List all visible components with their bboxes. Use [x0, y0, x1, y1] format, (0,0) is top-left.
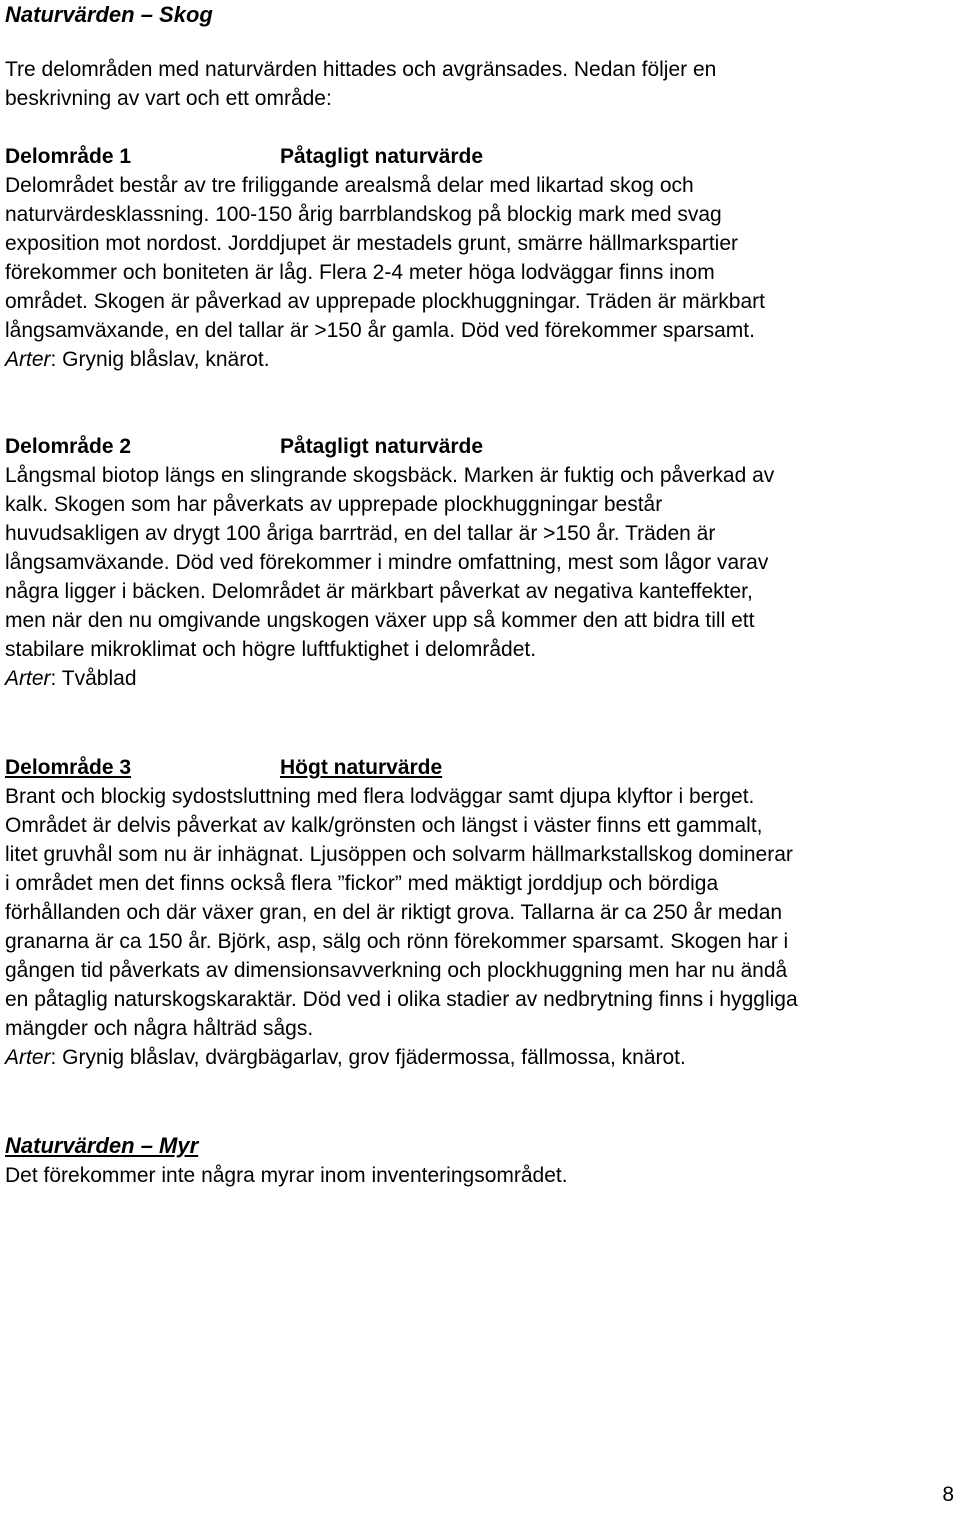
section-1-body [5, 171, 957, 374]
text-line: stabilare mikroklimat och högre luftfuktighet i delområdet. [5, 638, 537, 661]
text-line: litet gruvhål som nu är inhägnat. Ljusöppen och solvarm hällmarkstallskog dominerar [5, 843, 793, 866]
text-line: några ligger i bäcken. Delområdet är märkbart påverkat av negativa kanteffekter, [5, 580, 753, 603]
section-3-label: Delområde 3 [5, 756, 132, 779]
section-3-value: Högt naturvärde [280, 756, 443, 779]
text-line: långsamväxande. Död ved förekommer i mindre omfattning, mest som lågor varav [5, 551, 769, 574]
section-3-heading [5, 753, 957, 782]
section-3-body [5, 782, 957, 1072]
text-line: Tre delområden med naturvärden hittades och avgränsades. Nedan följer en [5, 58, 717, 81]
heading-naturvarden-skog: Naturvärden – Skog [5, 2, 213, 27]
text-line: en påtaglig naturskogskaraktär. Död ved i olika stadier av nedbrytning finns i hyggliga [5, 988, 798, 1011]
text-line: Det förekommer inte några myrar inom inventeringsområdet. [5, 1164, 568, 1187]
text-line: men när den nu omgivande ungskogen växer upp så kommer den att bidra till ett [5, 609, 755, 632]
text-line: granarna är ca 150 år. Björk, asp, sälg och rönn förekommer sparsamt. Skogen har i [5, 930, 789, 953]
section-1-heading [5, 142, 957, 171]
text-line: långsamväxande, en del tallar är >150 år gamla. Död ved förekommer sparsamt. [5, 319, 755, 342]
text-line: kalk. Skogen som har påverkats av upprepade plockhuggningar består [5, 493, 663, 516]
section-1-value: Påtagligt naturvärde [280, 145, 484, 168]
arter-text: : Grynig blåslav, knärot. [50, 348, 270, 371]
text-line: Delområdet består av tre friliggande arealsmå delar med likartad skog och [5, 174, 694, 197]
section-2-label: Delområde 2 [5, 435, 132, 458]
text-line: i området men det finns också flera ”fickor” med mäktigt jorddjup och bördiga [5, 872, 719, 895]
text-line: naturvärdesklassning. 100-150 årig barrblandskog på blockig mark med svag [5, 203, 722, 226]
section-2-heading [5, 432, 957, 461]
text-line: förhållanden och där växer gran, en del är riktigt grova. Tallarna är ca 250 år medan [5, 901, 783, 924]
section-2-value: Påtagligt naturvärde [280, 435, 484, 458]
arter-text: : Tvåblad [50, 667, 137, 690]
text-line: förekommer och boniteten är låg. Flera 2-4 meter höga lodväggar finns inom [5, 261, 715, 284]
text-line: huvudsakligen av drygt 100 åriga barrträd, en del tallar är >150 år. Träden är [5, 522, 716, 545]
text-line: Brant och blockig sydostsluttning med flera lodväggar samt djupa klyftor i berget. [5, 785, 755, 808]
text-line: gången tid påverkats av dimensionsavverkning och plockhuggning men har nu ändå [5, 959, 788, 982]
arter-label: Arter [5, 348, 51, 371]
page-number: 8 [942, 1483, 954, 1506]
section-2-body [5, 461, 957, 693]
text-line: beskrivning av vart och ett område: [5, 87, 332, 110]
text-line: Långsmal biotop längs en slingrande skogsbäck. Marken är fuktig och påverkad av [5, 464, 775, 487]
text-line: exposition mot nordost. Jorddjupet är mestadels grunt, smärre hällmarkspartier [5, 232, 738, 255]
arter-line [5, 345, 957, 374]
heading-naturvarden-myr: Naturvärden – Myr [5, 1133, 199, 1158]
arter-label: Arter [5, 1046, 51, 1069]
arter-line [5, 1043, 957, 1072]
text-line: mängder och några hålträd sågs. [5, 1017, 314, 1040]
text-line: Området är delvis påverkat av kalk/grönsten och längst i väster finns ett gammalt, [5, 814, 763, 837]
myr-paragraph [5, 1161, 957, 1190]
section-1-label: Delområde 1 [5, 145, 132, 168]
arter-text: : Grynig blåslav, dvärgbägarlav, grov fjädermossa, fällmossa, knärot. [50, 1046, 686, 1069]
intro-paragraph [5, 55, 957, 113]
text-line: området. Skogen är påverkad av upprepade plockhuggningar. Träden är märkbart [5, 290, 765, 313]
arter-label: Arter [5, 667, 51, 690]
arter-line [5, 664, 957, 693]
